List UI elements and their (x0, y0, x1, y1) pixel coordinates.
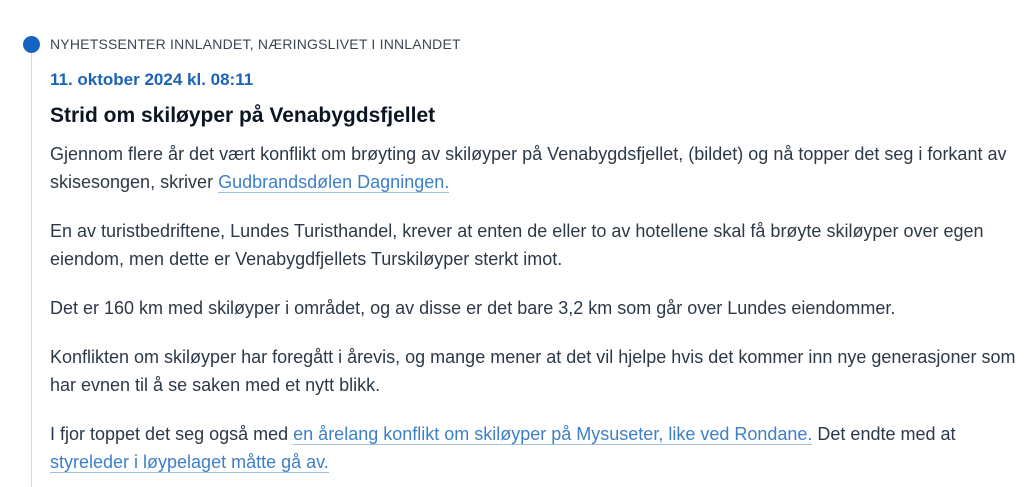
article-timestamp: 11. oktober 2024 kl. 08:11 (50, 70, 254, 89)
link-mysuseter-conflict[interactable]: en årelang konflikt om skiløyper på Mysuseter, like ved Rondane. (293, 424, 813, 444)
paragraph-text: I fjor toppet det seg også med (50, 424, 294, 444)
news-article (50, 34, 1030, 476)
paragraph-text: Det endte med at (812, 424, 956, 444)
link-styreleder-resigned[interactable]: styreleder i løypelaget måtte gå av. (50, 452, 329, 472)
timeline-dot (23, 36, 40, 53)
paragraph-text: Gjennom flere år det vært konflikt om brøyting av skiløyper på Venabygdsfjellet, (bildet) og nå topper det seg i forkant av skisesongen, skriver (50, 144, 1007, 192)
article-paragraph-2: En av turistbedriftene, Lundes Turisthandel, krever at enten de eller to av hotellene skal få brøyte skiløyper over egen eiendom, men dette er Venabygdfjellets Turskiløyper sterkt imot. (50, 221, 984, 269)
timeline-line (31, 46, 32, 487)
link-gudbrandsdolen-dagningen[interactable]: Gudbrandsdølen Dagningen. (218, 172, 450, 192)
article-paragraph-1 (50, 140, 1030, 196)
article-title: Strid om skiløyper på Venabygdsfjellet (50, 104, 436, 127)
article-paragraph-5 (50, 420, 1030, 476)
article-categories: NYHETSSENTER INNLANDET, NÆRINGSLIVET I INNLANDET (50, 36, 461, 52)
article-paragraph-4: Konflikten om skiløyper har foregått i årevis, og mange mener at det vil hjelpe hvis det kommer inn nye generasjoner som har evnen til å se saken med et nytt blikk. (50, 347, 1016, 395)
article-paragraph-3: Det er 160 km med skiløyper i området, og av disse er det bare 3,2 km som går over Lundes eiendommer. (50, 298, 896, 318)
